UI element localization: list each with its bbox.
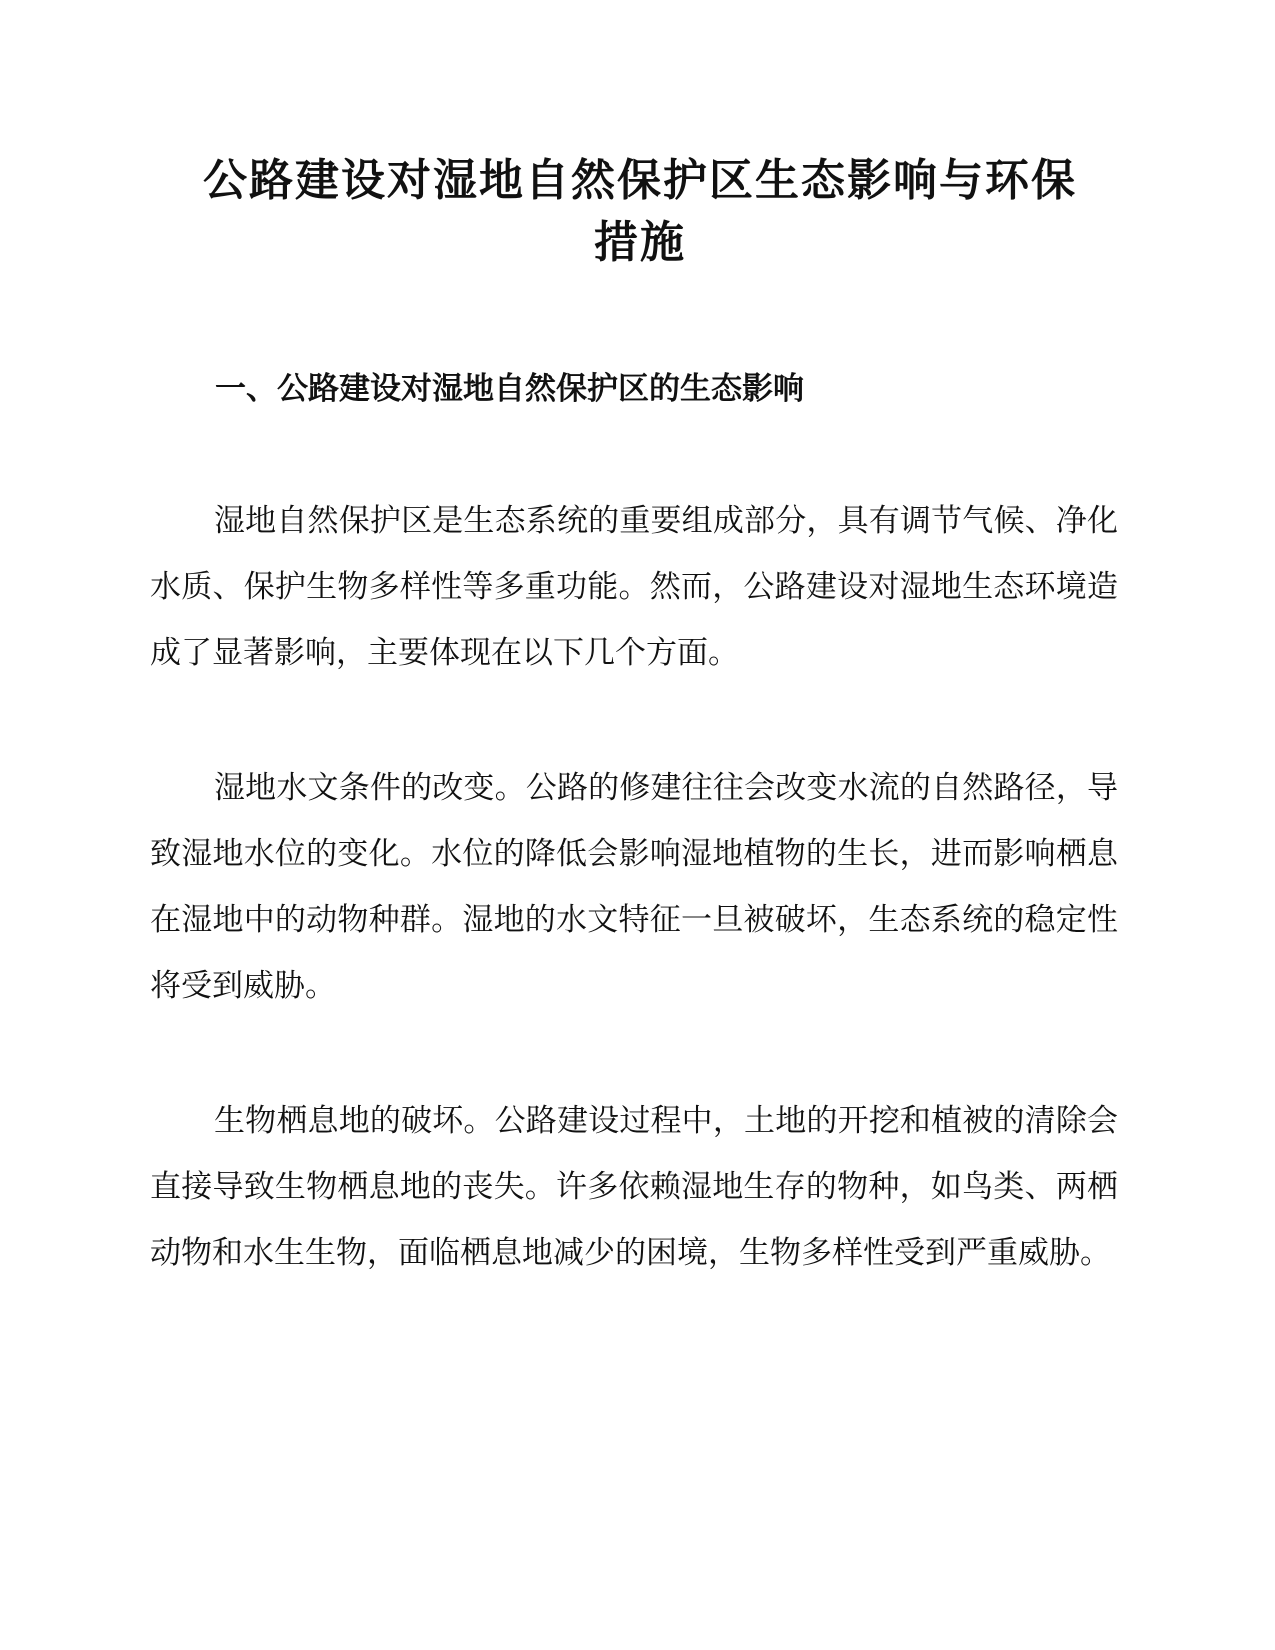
section-heading: 一、公路建设对湿地自然保护区的生态影响 [215,371,804,407]
paragraph-intro: 湿地自然保护区是生态系统的重要组成部分，具有调节气候、净化水质、保护生物多样性等多重功能。然而，公路建设对湿地生态环境造成了显著影响，主要体现在以下几个方面。 [150,503,1118,671]
paragraph-habitat: 生物栖息地的破坏。公路建设过程中，土地的开挖和植被的清除会直接导致生物栖息地的丧失。许多依赖湿地生存的物种，如鸟类、两栖动物和水生生物，面临栖息地减少的困境，生物多样性受到严重威胁。 [150,1103,1118,1271]
document-title: 公路建设对湿地自然保护区生态影响与环保措施 [203,155,1077,268]
paragraph-hydrology: 湿地水文条件的改变。公路的修建往往会改变水流的自然路径，导致湿地水位的变化。水位的降低会影响湿地植物的生长，进而影响栖息在湿地中的动物种群。湿地的水文特征一旦被破坏，生态系统的稳定性将受到威胁。 [150,770,1118,1004]
